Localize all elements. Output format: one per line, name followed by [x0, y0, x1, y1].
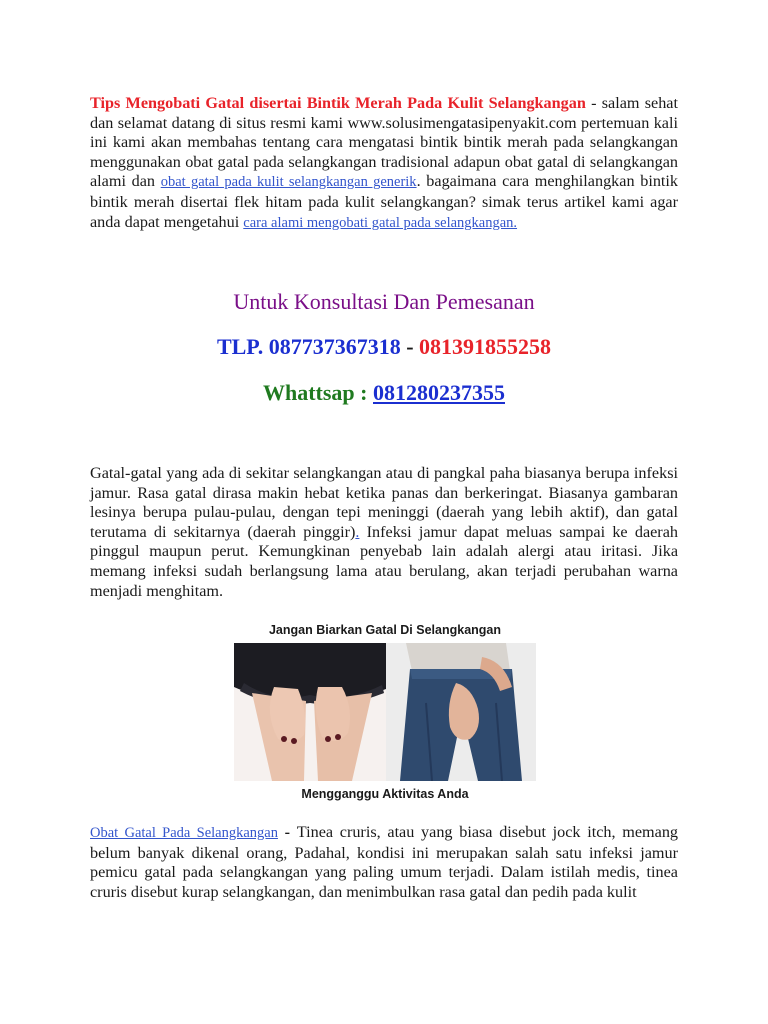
photo-jeans-figure — [386, 643, 536, 781]
intro-paragraph — [90, 94, 678, 233]
link-cara-alami[interactable]: cara alami mengobati gatal pada selangkangan. — [243, 214, 518, 231]
photo-skirt-figure — [234, 643, 386, 781]
jeans-illustration — [386, 643, 536, 781]
intro-text-2: . bagaimana cara menghilangkan bintik bintik merah disertai flek hitam pada kulit selangkangan? simak terus artikel kami agar anda dapat mengetahui — [90, 172, 679, 231]
whatsapp-number-link[interactable]: 081280237355 — [373, 380, 505, 405]
consultation-heading: Untuk Konsultasi Dan Pemesanan — [233, 289, 535, 314]
p3-dash: - — [277, 823, 297, 841]
body-paragraph-2 — [90, 464, 678, 601]
p2-dot-link[interactable]: . — [355, 523, 360, 541]
phone-line — [0, 334, 768, 360]
p3-text: Tinea cruris, atau yang biasa disebut jock itch, memang belum banyak dikenal orang, Padahal, kondisi ini merupakan salah satu infeksi jamur pemicu gatal pada selangkangan yang paling umum terjadi. Dalam istilah medis, tinea cruris disebut kurap selangkangan, dan menimbulkan rasa gatal dan pedih pada kulit — [90, 823, 679, 901]
link-obat-gatal-selangkangan[interactable]: Obat Gatal Pada Selangkangan — [90, 825, 278, 841]
phone-primary: TLP. 087737367318 — [216, 334, 401, 359]
intro-title: Tips Mengobati Gatal disertai Bintik Merah Pada Kulit Selangkangan — [90, 94, 586, 112]
illustration-figure — [234, 617, 536, 807]
phone-separator: - — [400, 334, 420, 359]
whatsapp-line — [0, 380, 768, 406]
phone-secondary: 081391855258 — [419, 334, 552, 359]
link-obat-gatal-generik[interactable]: obat gatal pada kulit selangkangan generik — [160, 174, 417, 191]
body-paragraph-3 — [90, 823, 678, 902]
figure-caption-top: Jangan Biarkan Gatal Di Selangkangan — [268, 623, 502, 637]
figure-caption-bottom: Mengganggu Aktivitas Anda — [301, 787, 469, 801]
skirt-illustration — [234, 643, 386, 781]
whatsapp-label: Whattsap : — [262, 380, 373, 405]
p2-text-1: Gatal-gatal yang ada di sekitar selangkangan atau di pangkal paha biasanya berupa infeksi jamur. Rasa gatal dirasa makin hebat ketika panas dan berkeringat. Biasanya gambaran lesinya berupa pulau-pulau, dengan tepi meninggi (daerah yang lebih aktif), dan gatal terutama di sekitarnya (daerah pinggir) — [90, 464, 678, 541]
intro-text-1: - salam sehat dan selamat datang di situs resmi kami www.solusimengatasipenyakit.com pertemuan kali ini kami akan membahas tentang cara mengatasi bintik bintik merah pada selangkangan menggunakan obat gatal pada selangkangan tradisional adapun obat gatal di selangkangan alami dan — [90, 94, 678, 191]
p2-text-2: Infeksi jamur dapat meluas sampai ke daerah pinggul maupun perut. Kemungkinan penyebab lain adalah alergi atau iritasi. Jika memang infeksi sudah berlangsung lama atau berulang, akan terjadi perubahan warna menjadi menghitam. — [90, 522, 678, 600]
